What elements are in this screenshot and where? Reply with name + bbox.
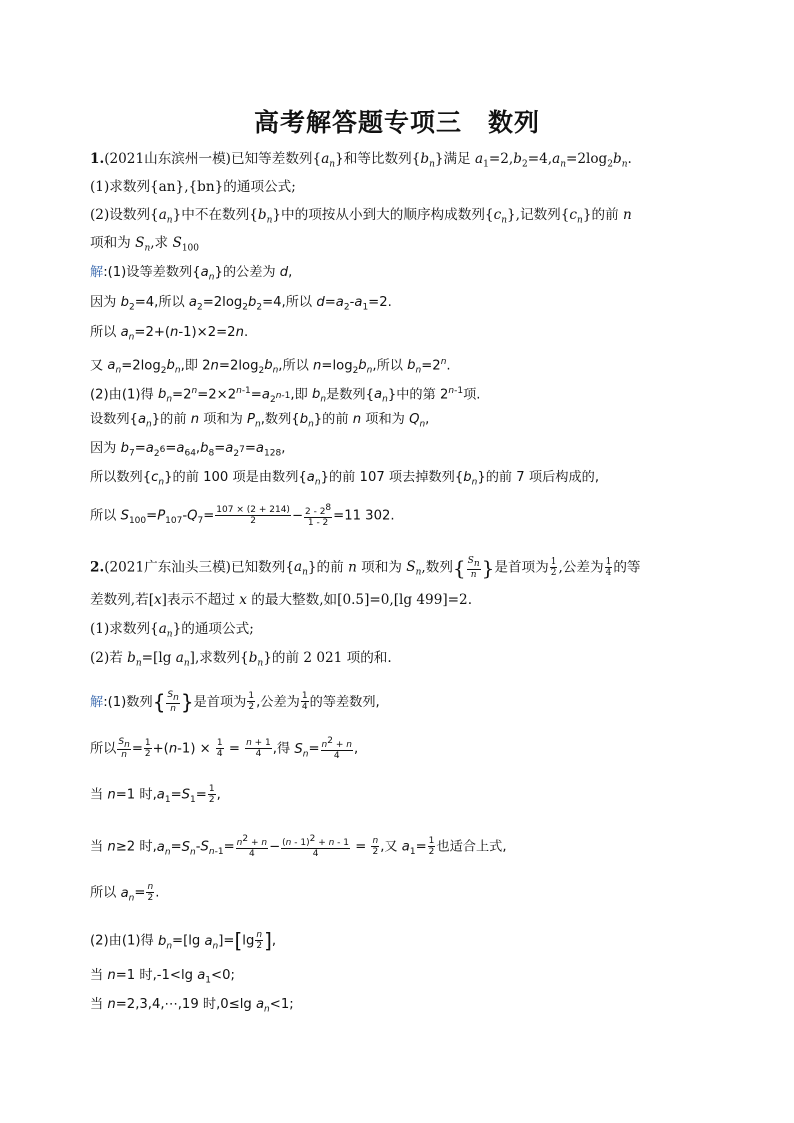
- problem-2-q2: (2)若 $b_n=[\lg$ $a_n$],求数列$\{b_n\}$的前 2 021 项的和.: [90, 650, 392, 669]
- problem-2-number: 2.: [90, 559, 105, 576]
- solution-1-line-9: 所以 $S_{100}=P_{107}-Q_7=$ $\frac{107 \times (2 + 214)}{2}$ − $\frac{2 - 2^8}{1 - 2}$ =11 302.: [90, 503, 395, 528]
- problem-1-number: 1.: [90, 151, 105, 167]
- solution-label: 解: [90, 265, 104, 280]
- problem-1-stem: 1.(2021山东滨州一模)已知等差数列$\{a_n\}$和等比数列$\{b_n\}$满足 $a_1=2,b_2=4,a_n=2\log_2b_n$.: [90, 151, 632, 170]
- page-title: 高考解答题专项三 数列: [253, 108, 540, 137]
- solution-1-line-1: 解:(1)设等差数列$\{a_n\}$的公差为 d,: [90, 265, 293, 283]
- solution-1-line-5: (2)由(1)得 $b_n=2^n=2\times 2^{n-1}=a_{2^{n-1}}$,即 $b_n$是数列$\{a_n\}$中的第 2$^{n-1}$项.: [90, 386, 481, 406]
- solution-2-line-1: 解:(1)数列{ $\frac{S_n}{n}$ }是首项为 $\frac{1}{2}$ ,公差为 $\frac{1}{4}$ 的等差数列,: [90, 689, 380, 714]
- problem-1-q2-line1: (2)设数列$\{a_n\}$中不在数列$\{b_n\}$中的项按从小到大的顺序构成数列$\{c_n\}$,记数列$\{c_n\}$的前 n: [90, 207, 632, 226]
- solution-2-line-4: 当 n≥2 时$,a_n=S_n-S_{n-1}=$ $\frac{n^2 + n}{4}$ − $\frac{(n - 1)^2 + n - 1}{4}$ = $\frac{n}{2}$ ,又 $a_1=$ $\frac{1}{2}$ 也适合上式,: [90, 834, 507, 859]
- solution-1-line-7: 因为 $b_7=a_{2^6}=a_{64},b_8=a_{2^7}=a_{128}$,: [90, 441, 286, 459]
- solution-2-line-5: 所以 $a_n=$ $\frac{n}{2}$ .: [90, 882, 160, 904]
- solution-1-line-6: 设数列$\{a_n\}$的前 n 项和为 $P_n$,数列$\{b_n\}$的前 n 项和为 $Q_n$,: [90, 412, 430, 430]
- solution-2-line-7: 当 n=1 时,-1<lg $a_1<0$;: [90, 968, 235, 986]
- problem-2-stem-line2: 差数列,若[x]表示不超过 x 的最大整数,如[0.5]=0,[lg 499]=2.: [90, 592, 473, 608]
- solution-label: 解: [90, 694, 104, 710]
- problem-2-stem: 2.(2021广东汕头三模)已知数列$\{a_n\}$的前 n 项和为 $S_n$,数列{ $\frac{S_n}{n}$ }是首项为 $\frac{1}{2}$ ,公差为 $\frac{1}{4}$ 的等: [90, 555, 641, 580]
- solution-1-line-8: 所以数列$\{c_n\}$的前 100 项是由数列$\{a_n\}$的前 107 项去掉数列$\{b_n\}$的前 7 项后构成的,: [90, 470, 600, 488]
- problem-1-q2-line2: 项和为 $S_n$,求 $S_{100}$: [90, 235, 199, 254]
- solution-1-line-3: 所以 $a_n=2+(n-1)\times 2=2n$.: [90, 325, 249, 343]
- solution-1-line-2: 因为 $b_2=4$,所以 $a_2=2\log_2b_2=4$,所以 $d=a_2-a_1=2$.: [90, 295, 392, 313]
- solution-2-line-3: 当 n=1 时$,a_1=S_1=$ $\frac{1}{2}$ ,: [90, 784, 221, 806]
- solution-1-line-4: 又 $a_n=2\log_2b_n$,即 $2n=2\log_2b_n$,所以 $n=\log_2b_n$,所以 $b_n=2^n$.: [90, 357, 451, 377]
- problem-1-q1: (1)求数列{an},{bn}的通项公式;: [90, 179, 296, 195]
- problem-2-q1: (1)求数列$\{a_n\}$的通项公式;: [90, 621, 254, 640]
- solution-2-line-8: 当 n=2,3,4,⋯,19 时,0≤lg $a_n<1$;: [90, 997, 294, 1015]
- solution-2-line-2: 所以 $\frac{S_n}{n}$ = $\frac{1}{2}$ +(n-1) × $\frac{1}{4}$ = $\frac{n + 1}{4}$ ,得 $S_n=$ $\frac{n^2 + n}{4}$ ,: [90, 736, 359, 761]
- solution-2-line-6: (2)由(1)得 $b_n=[\lg$ $a_n]=[\lg$ $\frac{n}{2}$ ],: [90, 928, 277, 953]
